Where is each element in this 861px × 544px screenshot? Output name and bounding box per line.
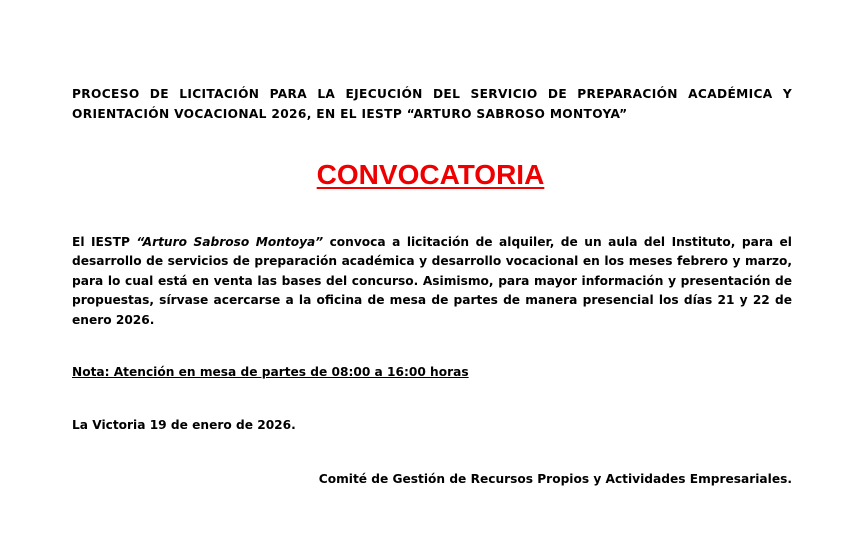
body-rest: convoca a licitación de alquiler, de un aula del Instituto, para el desarrollo de servicios de preparación académica y desarrollo vocacional en los meses febrero y marzo, para lo cual está en venta las bases del concurso. Asimismo, para mayor información y presentación de propuestas, sírvase acercarse a la oficina de mesa de partes de manera presencial los días 21 y 22 de enero 2026. <box>72 235 792 327</box>
signature-line: Comité de Gestión de Recursos Propios y Actividades Empresariales. <box>318 472 792 486</box>
body-paragraph <box>72 233 792 330</box>
note-line: Nota: Atención en mesa de partes de 08:00 a 16:00 horas <box>72 365 469 379</box>
body-intro: El IESTP <box>72 235 137 249</box>
document-title: CONVOCATORIA <box>316 159 545 190</box>
document-heading: PROCESO DE LICITACIÓN PARA LA EJECUCIÓN DEL SERVICIO DE PREPARACIÓN ACADÉMICA Y ORIENTACIÓN VOCACIONAL 2026, EN EL IESTP “ARTURO SABROSO MONTOYA” <box>72 87 792 121</box>
institution-name: “Arturo Sabroso Montoya” <box>136 235 324 249</box>
date-line: La Victoria 19 de enero de 2026. <box>72 418 296 432</box>
